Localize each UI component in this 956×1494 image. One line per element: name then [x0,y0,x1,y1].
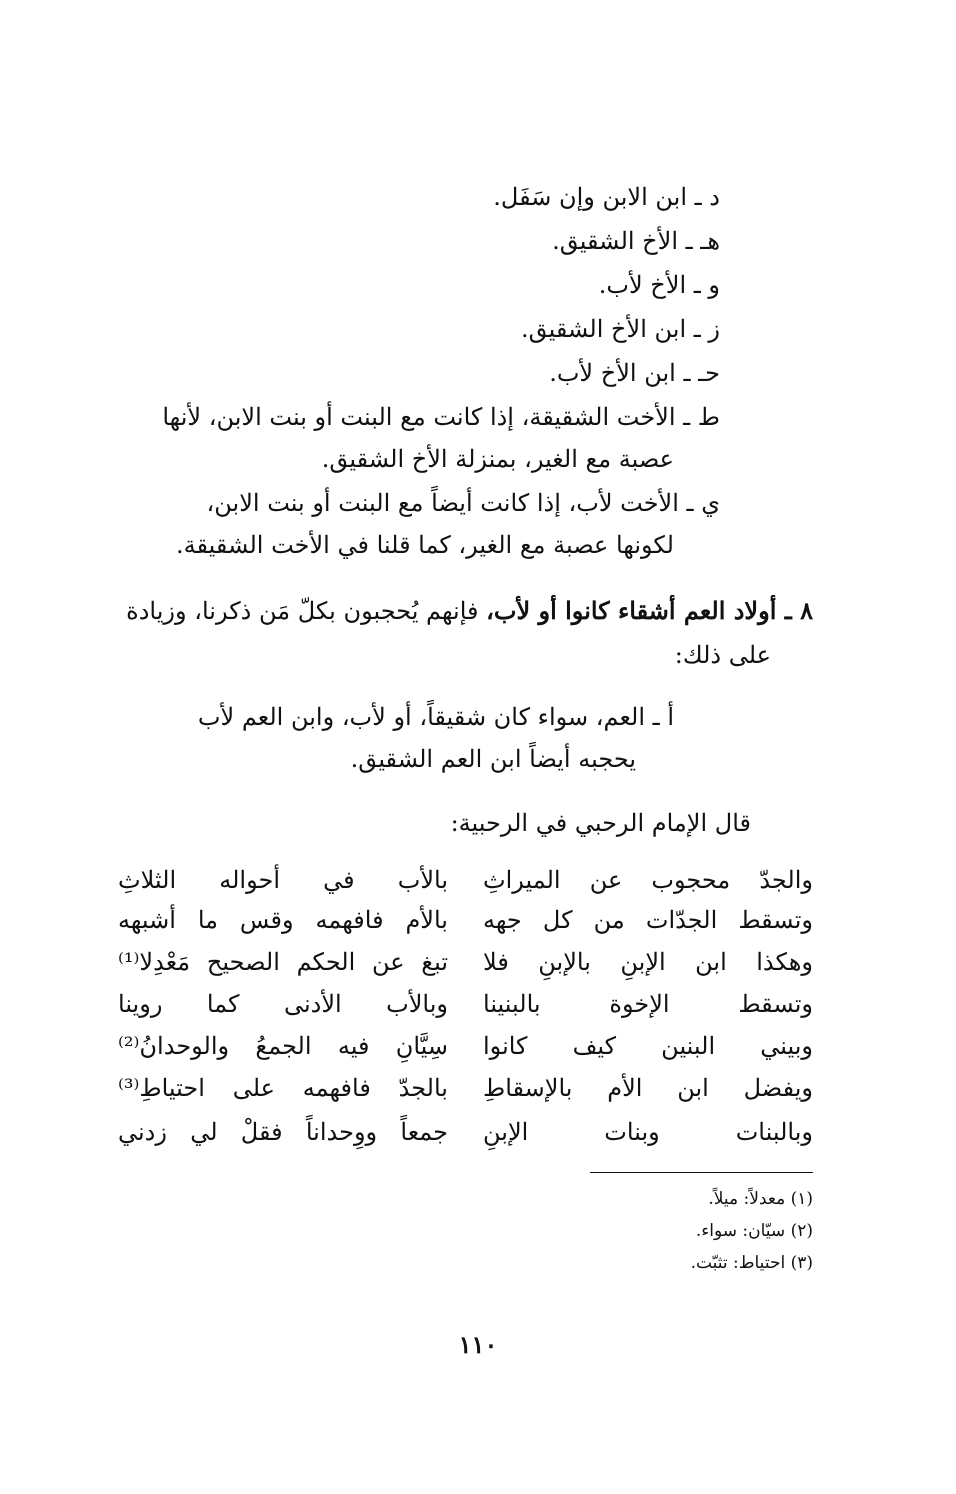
section-8-bold: ٨ ـ أولاد العم أشقاء كانوا أو لأب، [486,596,813,625]
footnote-1: (١) معدلاً: ميلاً. [708,1189,813,1209]
poem-second-hemistich: بالجدّ فافهمه على احتياطِ⁽³⁾ [118,1074,448,1102]
poem-first-hemistich: والجدّ محجوب عن الميراثِ [483,866,813,894]
list-item-waw: و ـ الأخ لأب. [598,271,720,299]
section-8-heading [126,594,813,628]
poem-verse [118,1112,813,1152]
poem-verse [118,900,813,940]
list-item-ta-continued: عصبة مع الغير، بمنزلة الأخ الشقيق. [321,445,674,473]
section-8-item-a: أ ـ العم، سواء كان شقيقاً، أو لأب، وابن العم لأب [197,703,674,731]
poem-first-hemistich: وبالبنات وبنات الإبنِ [483,1118,813,1146]
poem-second-hemistich: تبغ عن الحكم الصحيح مَعْدِلا⁽¹⁾ [118,948,448,976]
poem-verse [118,1026,813,1066]
poem-first-hemistich: وهكذا ابن الإبنِ بالإبنِ فلا [483,948,813,976]
poem-verse [118,984,813,1024]
poem-first-hemistich: وتسقط الإخوة بالبنينا [483,990,813,1018]
poem-second-hemistich: سِيَّانِ فيه الجمعُ والوحدانُ⁽²⁾ [118,1032,448,1060]
section-8-continued: على ذلك: [674,641,771,669]
poem-second-hemistich: وبالأب الأدنى كما روينا [118,990,448,1018]
footnote-2: (٢) سيّان: سواء. [695,1221,813,1241]
list-item-dal: د ـ ابن الابن وإن سَفَل. [493,183,720,211]
poem-first-hemistich: وتسقط الجدّات من كل جهه [483,906,813,934]
poem-verse [118,942,813,982]
poem-first-hemistich: ويفضل ابن الأم بالإسقاطِ [483,1074,813,1102]
poem-second-hemistich: بالأم فافهمه وقس ما أشبهه [118,906,448,934]
footnote-divider [590,1172,813,1173]
section-8-text: فإنهم يُحجبون بكلّ مَن ذكرنا، وزيادة [126,597,487,625]
list-item-ya: ي ـ الأخت لأب، إذا كانت أيضاً مع البنت أو بنت الابن، [206,489,720,517]
poem-second-hemistich: جمعاً ووِحداناً فقلْ لي زدني [118,1118,448,1146]
poem-verse [118,860,813,900]
poem-first-hemistich: وبيني البنين كيف كانوا [483,1032,813,1060]
list-item-ta: ط ـ الأخت الشقيقة، إذا كانت مع البنت أو بنت الابن، لأنها [162,403,720,431]
section-8-item-a-continued: يحجبه أيضاً ابن العم الشقيق. [350,745,636,773]
list-item-ya-continued: لكونها عصبة مع الغير، كما قلنا في الأخت الشقيقة. [176,531,674,559]
poem-second-hemistich: بالأب في أحواله الثلاثِ [118,866,448,894]
page-number: ١١٠ [458,1330,498,1359]
poem-verse [118,1068,813,1108]
list-item-zay: ز ـ ابن الأخ الشقيق. [520,315,720,343]
poem-intro: قال الإمام الرحبي في الرحبية: [450,809,751,837]
footnote-3: (٣) احتياط: تثبّت. [690,1253,813,1273]
list-item-ha2: حـ ـ ابن الأخ لأب. [549,359,720,387]
list-item-ha: هـ ـ الأخ الشقيق. [552,227,720,255]
